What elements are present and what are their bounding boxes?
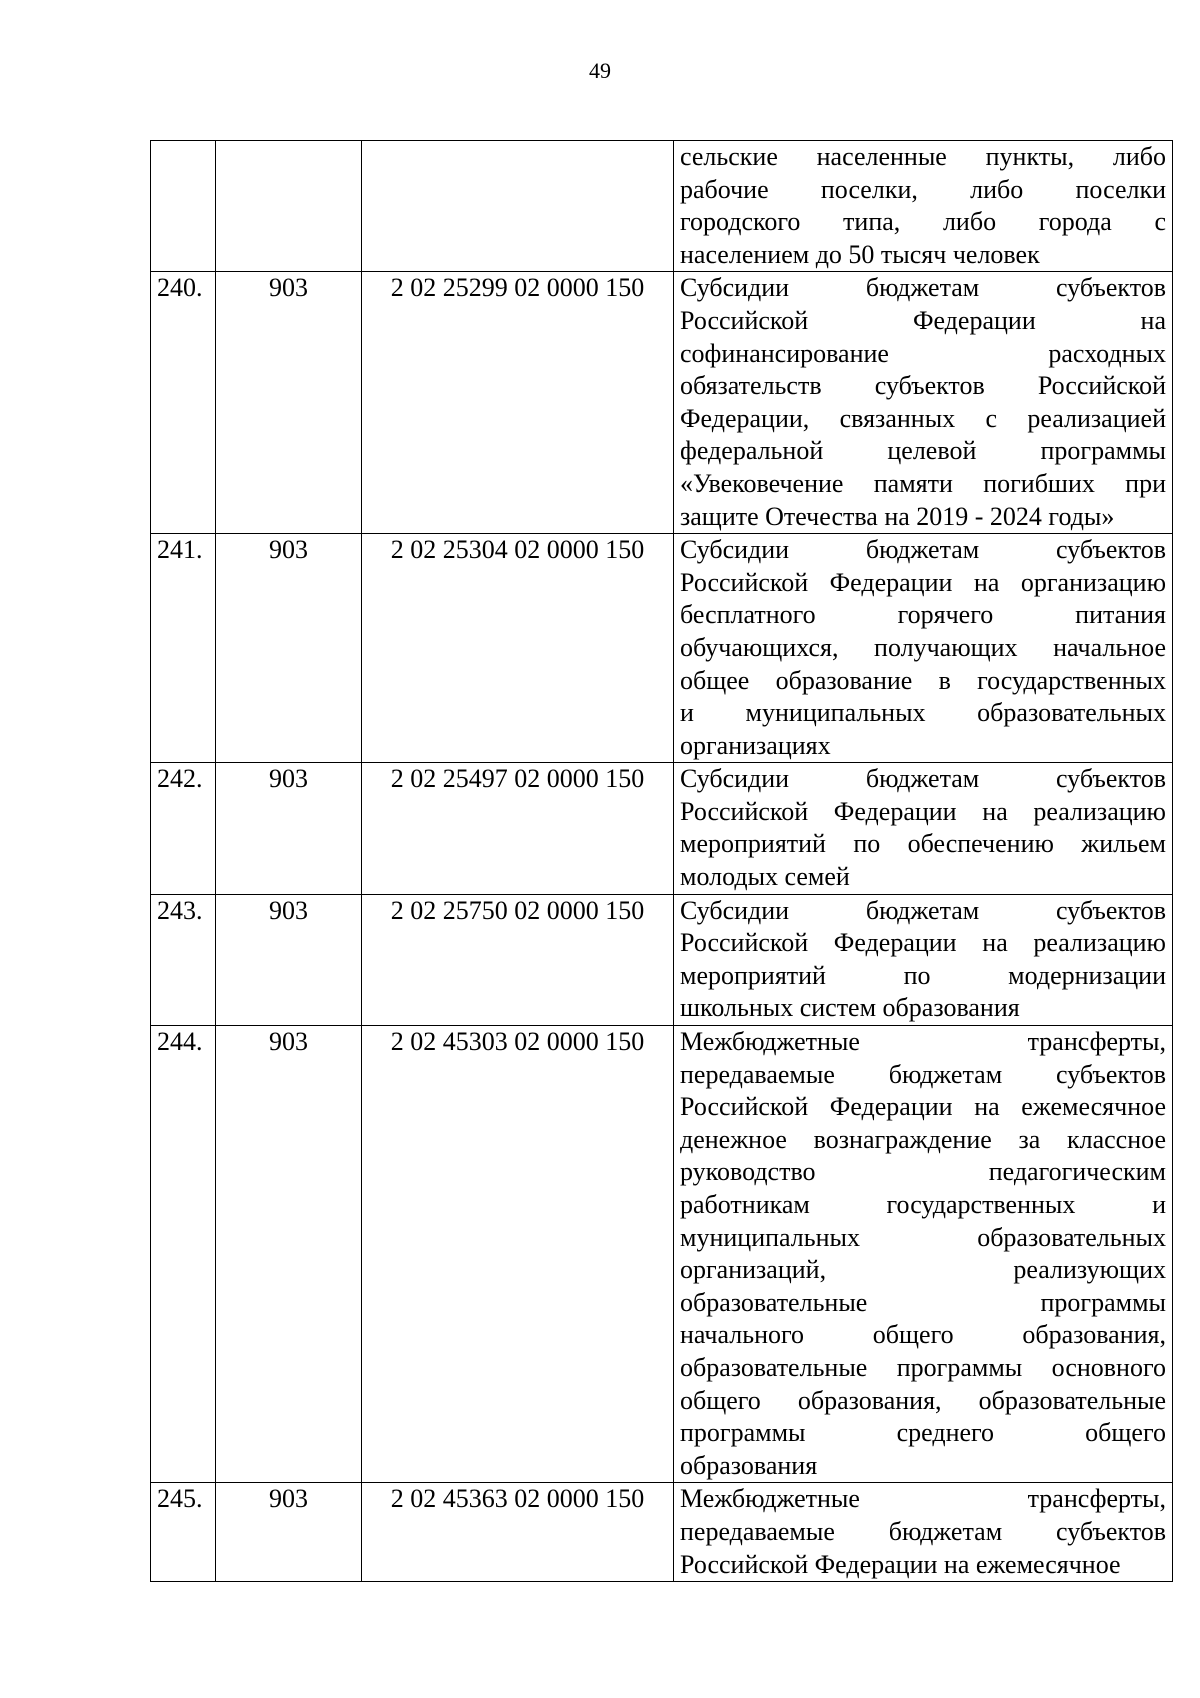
description-line: начального общего образования, [680, 1320, 1166, 1350]
description-line: руководство педагогическим [680, 1157, 1166, 1187]
description-line: Субсидии бюджетам субъектов [680, 535, 1166, 565]
description [674, 1026, 1173, 1483]
description-line: передаваемые бюджетам субъектов [680, 1059, 1166, 1089]
description-line: общего образования, образовательные [680, 1385, 1166, 1415]
description-line: софинансирование расходных [680, 338, 1166, 368]
budget-classification-code: 2 02 25497 02 0000 150 [362, 763, 674, 894]
description-line: образования [680, 1450, 818, 1480]
description-line: Российской Федерации на организацию [680, 567, 1166, 597]
table-row [151, 894, 1173, 1025]
row-number: 240. [151, 272, 216, 534]
admin-code: 903 [216, 534, 362, 763]
description-line: молодых семей [680, 862, 850, 892]
budget-table-body [151, 141, 1173, 1582]
row-number: 245. [151, 1483, 216, 1582]
table-row [151, 272, 1173, 534]
budget-classification-code [362, 141, 674, 272]
description [674, 1483, 1173, 1582]
description-line: мероприятий по обеспечению жильем [680, 829, 1166, 859]
table-row [151, 1483, 1173, 1582]
description [674, 894, 1173, 1025]
description-line: программы среднего общего [680, 1418, 1166, 1448]
description-line: Российской Федерации на ежемесячное [680, 1092, 1166, 1122]
description-line: рабочие поселки, либо поселки [680, 174, 1166, 204]
description-line: Субсидии бюджетам субъектов [680, 895, 1166, 925]
row-number: 243. [151, 894, 216, 1025]
budget-code-table [150, 140, 1173, 1582]
description-line: обучающихся, получающих начальное [680, 632, 1166, 662]
description-line: населением до 50 тысяч человек [680, 239, 1040, 269]
description-line: Межбюджетные трансферты, [680, 1027, 1166, 1057]
admin-code: 903 [216, 763, 362, 894]
row-number: 241. [151, 534, 216, 763]
description [674, 272, 1173, 534]
description-line: Межбюджетные трансферты, [680, 1484, 1166, 1514]
description [674, 141, 1173, 272]
description-line: Субсидии бюджетам субъектов [680, 764, 1166, 794]
budget-classification-code: 2 02 25304 02 0000 150 [362, 534, 674, 763]
description [674, 534, 1173, 763]
description-line: защите Отечества на 2019 - 2024 годы» [680, 501, 1115, 531]
description-line: муниципальных образовательных [680, 1222, 1166, 1252]
description-line: сельские населенные пункты, либо [680, 142, 1166, 171]
row-number [151, 141, 216, 272]
description-line: образовательные программы основного [680, 1352, 1166, 1382]
description-line: бесплатного горячего питания [680, 600, 1166, 630]
admin-code: 903 [216, 1026, 362, 1483]
budget-classification-code: 2 02 45363 02 0000 150 [362, 1483, 674, 1582]
admin-code: 903 [216, 894, 362, 1025]
description-line: школьных систем образования [680, 993, 1020, 1023]
page-number: 49 [589, 58, 611, 83]
row-number: 244. [151, 1026, 216, 1483]
description-line: Федерации, связанных с реализацией [680, 403, 1166, 433]
description-line: Российской Федерации на [680, 305, 1166, 335]
row-number: 242. [151, 763, 216, 894]
table-row [151, 1026, 1173, 1483]
budget-classification-code: 2 02 45303 02 0000 150 [362, 1026, 674, 1483]
description-line: Российской Федерации на реализацию [680, 796, 1166, 826]
description-line: обязательств субъектов Российской [680, 371, 1166, 401]
budget-classification-code: 2 02 25299 02 0000 150 [362, 272, 674, 534]
description-line: организаций, реализующих [680, 1255, 1166, 1285]
description-line: передаваемые бюджетам субъектов [680, 1516, 1166, 1546]
description-line: мероприятий по модернизации [680, 960, 1166, 990]
table-row [151, 141, 1173, 272]
description-line: городского типа, либо города с [680, 207, 1166, 237]
description-line: работникам государственных и [680, 1190, 1166, 1219]
description-line: Российской Федерации на реализацию [680, 928, 1166, 958]
description [674, 763, 1173, 894]
description-line: образовательные программы [680, 1287, 1166, 1317]
description-line: федеральной целевой программы [680, 436, 1166, 466]
description-line: денежное вознаграждение за классное [680, 1124, 1166, 1154]
description-line: и муниципальных образовательных [680, 698, 1166, 728]
table-row [151, 534, 1173, 763]
budget-classification-code: 2 02 25750 02 0000 150 [362, 894, 674, 1025]
description-line: общее образование в государственных [680, 665, 1166, 695]
description-line: Субсидии бюджетам субъектов [680, 273, 1166, 303]
description-line: «Увековечение памяти погибших при [680, 468, 1166, 498]
admin-code: 903 [216, 1483, 362, 1582]
admin-code [216, 141, 362, 272]
table-row [151, 763, 1173, 894]
description-line: организациях [680, 730, 831, 760]
description-line: Российской Федерации на ежемесячное [680, 1549, 1121, 1579]
admin-code: 903 [216, 272, 362, 534]
